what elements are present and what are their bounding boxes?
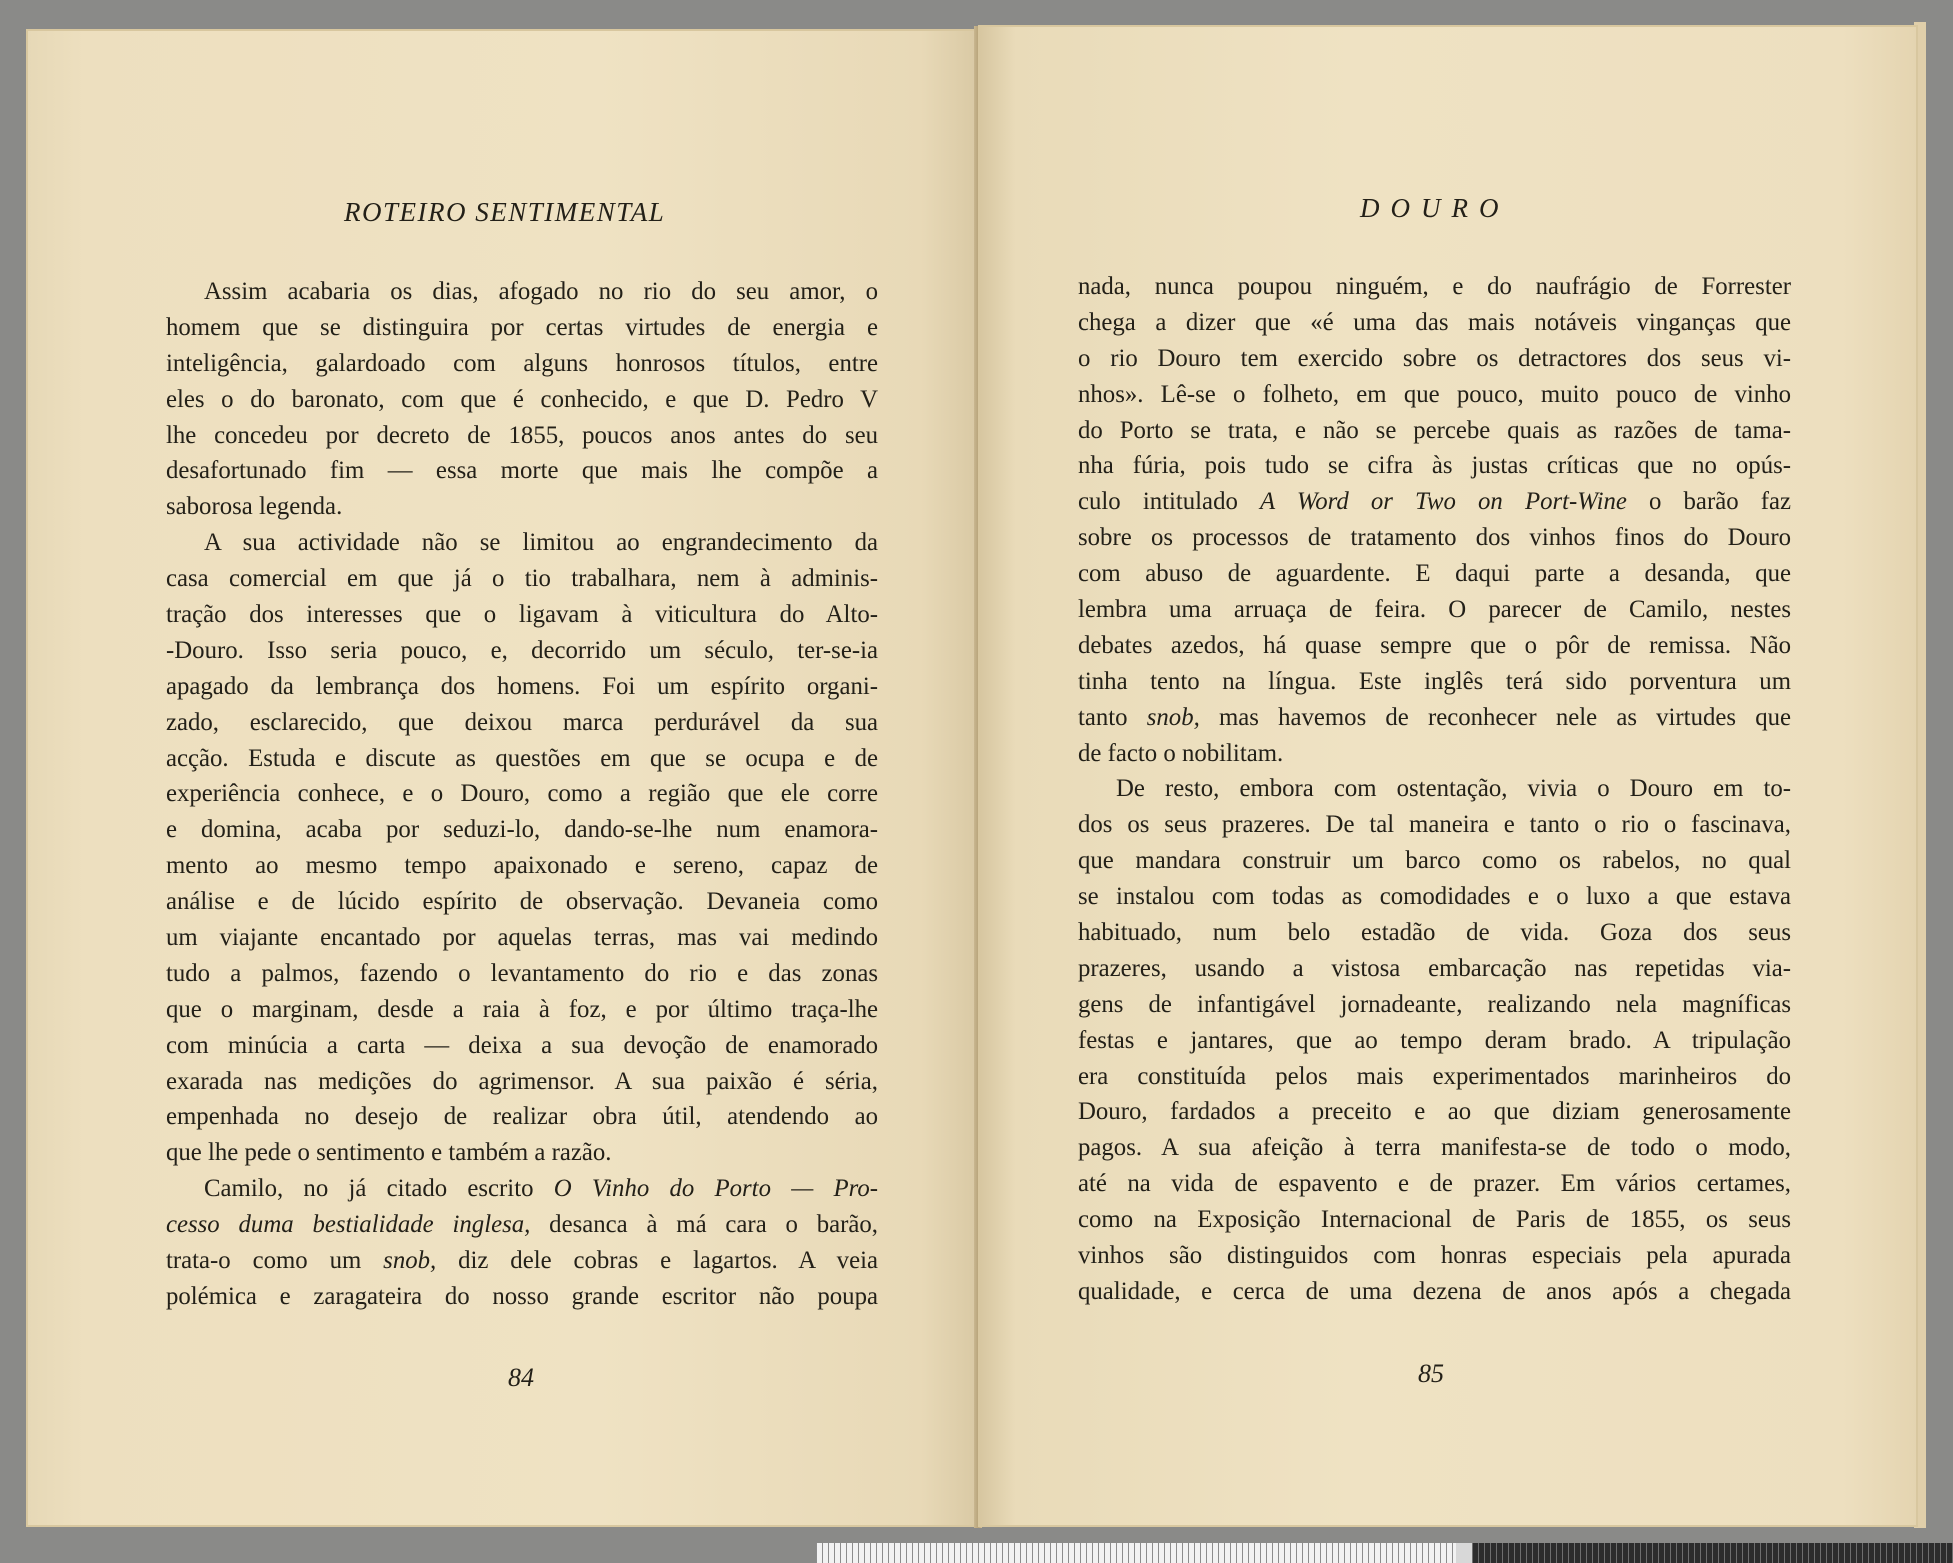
text-line: lembra uma arruaça de feira. O parecer de Camilo, nestes: [1078, 596, 1791, 624]
text-line: saborosa legenda.: [166, 493, 343, 521]
text-line: como na Exposição Internacional de Paris de 1855, os seus: [1078, 1206, 1791, 1234]
text-line: culo intitulado A Word or Two on Port-Wine o barão faz: [1078, 488, 1791, 516]
text-line: do Porto se trata, e não se percebe quais as razões de tama-: [1078, 416, 1791, 444]
text-line: exarada nas medições do agrimensor. A sua paixão é séria,: [166, 1067, 878, 1095]
text-line: um viajante encantado por aquelas terras, mas vai medindo: [166, 924, 878, 952]
text-line: polémica e zaragateira do nosso grande escritor não poupa: [166, 1282, 878, 1310]
text-line: tudo a palmos, fazendo o levantamento do rio e das zonas: [166, 959, 878, 987]
text-line: com minúcia a carta — deixa a sua devoção de enamorado: [166, 1031, 878, 1059]
text-line: era constituída pelos mais experimentados marinheiros do: [1078, 1062, 1791, 1090]
right-body-text: [1078, 269, 1791, 1310]
ruler-gap: [1456, 1543, 1472, 1563]
text-line: e domina, acaba por seduzi-lo, dando-se-lhe num enamora-: [166, 816, 878, 844]
right-page: [978, 25, 1918, 1527]
text-line: que o marginam, desde a raia à foz, e por último traça-lhe: [166, 995, 878, 1023]
text-line: A sua actividade não se limitou ao engrandecimento da: [204, 529, 878, 557]
text-line: tração dos interesses que o ligavam à viticultura do Alto-: [166, 601, 878, 629]
text-line: trata-o como um snob, diz dele cobras e lagartos. A veia: [166, 1247, 878, 1275]
scan-scale-ruler: [816, 1543, 1953, 1563]
text-line: eles o do baronato, com que é conhecido, e que D. Pedro V: [166, 385, 878, 413]
text-line: vinhos são distinguidos com honras especiais pela apurada: [1078, 1242, 1791, 1270]
text-line: prazeres, usando a vistosa embarcação nas repetidas via-: [1078, 954, 1791, 982]
text-line: de facto o nobilitam.: [1078, 739, 1284, 767]
text-line: gens de infantigável jornadeante, realizando nela magníficas: [1078, 990, 1791, 1018]
text-line: nada, nunca poupou ninguém, e do naufrágio de Forrester: [1078, 273, 1791, 300]
text-line: mento ao mesmo tempo apaixonado e sereno, capaz de: [166, 852, 878, 880]
right-running-head: DOURO: [1360, 193, 1510, 223]
ruler-dark-ticks: [1472, 1543, 1953, 1563]
text-line: se instalou com todas as comodidades e o luxo a que estava: [1078, 883, 1791, 911]
left-page-number: 84: [508, 1363, 534, 1392]
text-line: tanto snob, mas havemos de reconhecer nele as virtudes que: [1078, 703, 1791, 731]
text-line: dos os seus prazeres. De tal maneira e tanto o rio o fascinava,: [1078, 811, 1791, 839]
text-line: De resto, embora com ostentação, vivia o Douro em to-: [1116, 775, 1791, 803]
text-line: apagado da lembrança dos homens. Foi um espírito organi-: [166, 672, 878, 700]
text-line: festas e jantares, que ao tempo deram brado. A tripulação: [1078, 1026, 1791, 1054]
text-line: debates azedos, há quase sempre que o pôr de remissa. Não: [1078, 631, 1791, 659]
text-line: tinha tento na língua. Este inglês terá sido porventura um: [1078, 667, 1791, 695]
left-running-head: ROTEIRO SENTIMENTAL: [344, 197, 666, 227]
text-line: sobre os processos de tratamento dos vinhos finos do Douro: [1078, 524, 1791, 552]
text-line: desafortunado fim — essa morte que mais lhe compõe a: [166, 457, 878, 485]
text-line: homem que se distinguira por certas virtudes de energia e: [166, 313, 878, 341]
text-line: -Douro. Isso seria pouco, e, decorrido um século, ter-se-ia: [166, 636, 878, 664]
text-line: até na vida de espavento e de prazer. Em vários certames,: [1078, 1170, 1791, 1198]
text-line: com abuso de aguardente. E daqui parte a desanda, que: [1078, 560, 1791, 588]
text-line: Assim acabaria os dias, afogado no rio do seu amor, o: [204, 278, 878, 305]
text-line: Camilo, no já citado escrito O Vinho do Porto — Pro-: [204, 1175, 878, 1203]
text-line: qualidade, e cerca de uma dezena de anos após a chegada: [1078, 1277, 1791, 1305]
text-line: acção. Estuda e discute as questões em que se ocupa e de: [166, 744, 878, 772]
text-line: empenhada no desejo de realizar obra útil, atendendo ao: [166, 1103, 878, 1131]
text-line: habituado, num belo estadão de vida. Goza dos seus: [1078, 919, 1791, 947]
text-line: zado, esclarecido, que deixou marca perdurável da sua: [166, 708, 878, 736]
text-line: lhe concedeu por decreto de 1855, poucos anos antes do seu: [166, 421, 878, 449]
text-line: casa comercial em que já o tio trabalhara, nem à adminis-: [166, 565, 878, 593]
text-line: pagos. A sua afeição à terra manifesta-se de todo o modo,: [1078, 1134, 1791, 1162]
text-line: que lhe pede o sentimento e também a razão.: [166, 1139, 612, 1167]
text-line: o rio Douro tem exercido sobre os detractores dos seus vi-: [1078, 344, 1791, 372]
left-body-text: [166, 274, 878, 1315]
left-page: [26, 29, 978, 1527]
text-line: nha fúria, pois tudo se cifra às justas críticas que no opús-: [1078, 452, 1791, 480]
text-line: nhos». Lê-se o folheto, em que pouco, muito pouco de vinho: [1078, 380, 1791, 408]
text-line: cesso duma bestialidade inglesa, desanca à má cara o barão,: [166, 1211, 879, 1239]
text-line: experiência conhece, e o Douro, como a região que ele corre: [166, 780, 878, 808]
ruler-ticks: [816, 1543, 1456, 1563]
text-line: análise e de lúcido espírito de observação. Devaneia como: [166, 888, 878, 916]
text-line: Douro, fardados a preceito e ao que diziam generosamente: [1078, 1098, 1791, 1126]
text-line: chega a dizer que «é uma das mais notáveis vinganças que: [1078, 308, 1791, 336]
right-page-number: 85: [1418, 1359, 1444, 1388]
text-line: que mandara construir um barco como os rabelos, no qual: [1078, 847, 1791, 875]
text-line: inteligência, galardoado com alguns honrosos títulos, entre: [166, 349, 878, 377]
